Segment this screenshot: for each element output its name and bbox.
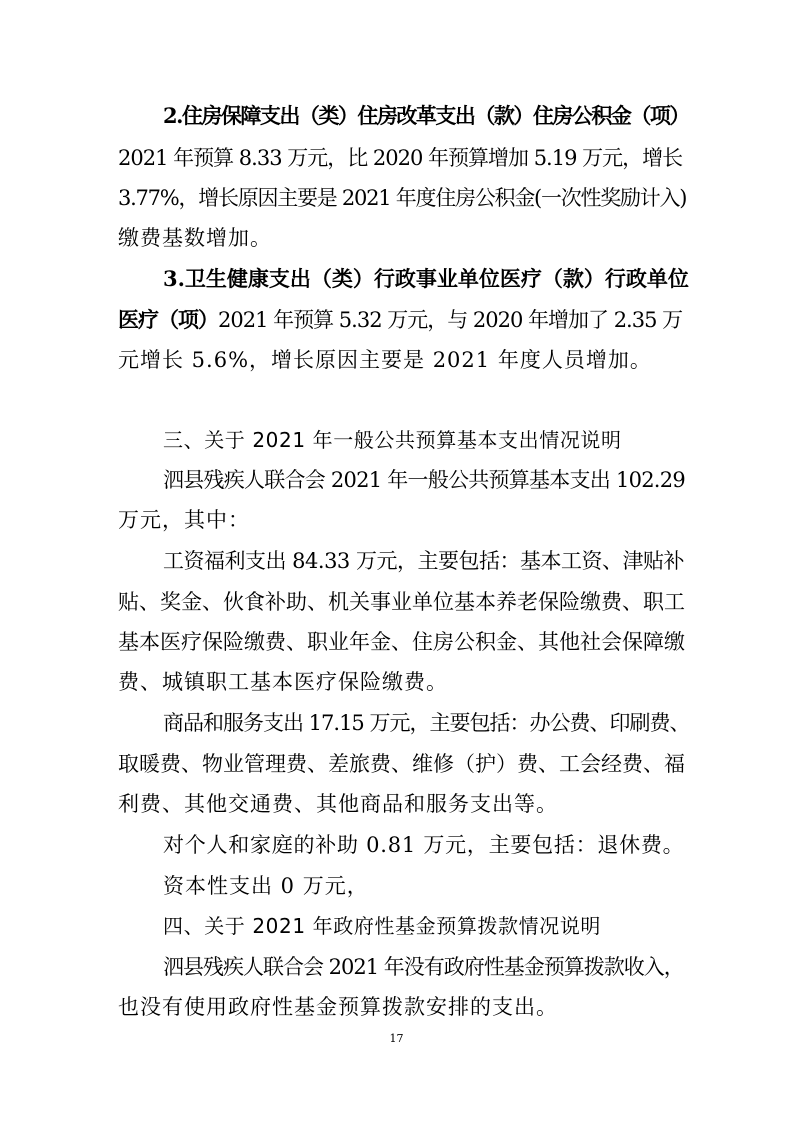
section-3-body-line: 元增长 5.6%，增长原因主要是 2021 年度人员增加。 bbox=[118, 348, 652, 372]
wages-line: 费、城镇职工基本医疗保险缴费。 bbox=[118, 670, 448, 694]
goods-services-line: 取暖费、物业管理费、差旅费、维修（护）费、工会经费、福 bbox=[118, 752, 685, 776]
wages-line: 基本医疗保险缴费、职业年金、住房公积金、其他社会保障缴 bbox=[118, 630, 685, 654]
government-fund-line: 也没有使用政府性基金预算拨款安排的支出。 bbox=[118, 995, 558, 1019]
section-3-title-end: 医疗（项） bbox=[118, 307, 218, 332]
goods-services-line: 利费、其他交通费、其他商品和服务支出等。 bbox=[118, 792, 558, 816]
section-2-body-line: 3.77%，增长原因主要是 2021 年度住房公积金(一次性奖励计入) bbox=[118, 186, 687, 210]
basic-expenditure-intro-line: 泗县残疾人联合会 2021 年一般公共预算基本支出 102.29 bbox=[163, 468, 685, 492]
heading-basic-expenditure: 三、关于 2021 年一般公共预算基本支出情况说明 bbox=[163, 428, 622, 452]
basic-expenditure-intro-line: 万元，其中： bbox=[118, 508, 250, 532]
capital-line: 资本性支出 0 万元， bbox=[163, 874, 369, 898]
section-2-title: 2.住房保障支出（类）住房改革支出（款）住房公积金（项） bbox=[163, 103, 689, 128]
subsidy-line: 对个人和家庭的补助 0.81 万元，主要包括：退休费。 bbox=[163, 833, 685, 857]
section-2-body-line: 2021 年预算 8.33 万元，比 2020 年预算增加 5.19 万元，增长 bbox=[118, 146, 683, 170]
wages-line: 工资福利支出 84.33 万元，主要包括：基本工资、津贴补 bbox=[163, 549, 684, 573]
section-3-body-start: 2021 年预算 5.32 万元，与 2020 年增加了 2.35 万 bbox=[218, 308, 683, 332]
heading-government-fund: 四、关于 2021 年政府性基金预算拨款情况说明 bbox=[163, 914, 602, 938]
page-number: 17 bbox=[389, 1032, 404, 1045]
goods-services-line: 商品和服务支出 17.15 万元，主要包括：办公费、印刷费、 bbox=[163, 711, 690, 735]
section-2-body-line: 缴费基数增加。 bbox=[118, 226, 272, 250]
wages-line: 贴、奖金、伙食补助、机关事业单位基本养老保险缴费、职工 bbox=[118, 590, 685, 614]
government-fund-line: 泗县残疾人联合会 2021 年没有政府性基金预算拨款收入， bbox=[163, 955, 684, 979]
section-3-title: 3.卫生健康支出（类）行政事业单位医疗（款）行政单位 bbox=[163, 266, 689, 291]
section-3-title-line-2 bbox=[118, 306, 682, 334]
